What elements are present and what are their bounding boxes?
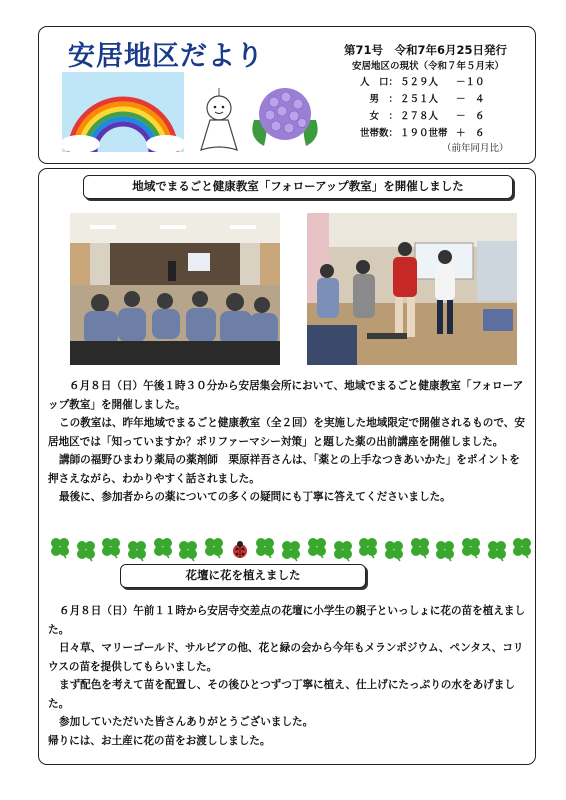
- clover-icon: [48, 535, 72, 559]
- article2-paragraph: 帰りには、お土産に花の苗をお渡ししました。: [48, 734, 271, 747]
- population-label: 人 口：: [359, 77, 398, 88]
- clover-icon: [510, 535, 534, 559]
- clover-divider: [48, 535, 536, 561]
- clover-icon: [382, 538, 406, 562]
- meeting-hall-photo: [70, 213, 280, 365]
- rainbow-icon: [62, 72, 184, 152]
- clover-icon: [125, 538, 149, 562]
- hydrangea-icon: [246, 80, 324, 152]
- comparison-note: （前年同月比）: [442, 143, 509, 154]
- article2-paragraph: まず配色を考えて苗を配置し、その後ひとつずつ丁寧に植え、仕上げにたっぷりの水をあげました。: [48, 679, 515, 710]
- clover-icon: [305, 535, 329, 559]
- newsletter-title: 安居地区だより: [68, 41, 264, 72]
- article1-paragraph: ６月８日（日）午後１時３０分から安居集会所において、地域でまるごと健康教室「フォローアップ教室」を開催しました。: [48, 380, 524, 411]
- clover-icon: [433, 538, 457, 562]
- clover-icon: [459, 535, 483, 559]
- article1-paragraph: 講師の福野ひまわり薬局の薬剤師 栗原祥吾さんは、「薬との上手なつきあいかた」をポイントを押さえながら、わかりやすく話されました。: [48, 454, 520, 485]
- article1-heading: 地域でまるごと健康教室「フォローアップ教室」を開催しました: [83, 175, 513, 199]
- article1-paragraph: この教室は、昨年地域でまるごと健康教室（全２回）を実施した地域限定で開催されるもので、安居地区では「知っていますか？ポリファーマシー対策」と題した薬の出前講座を開催しました。: [48, 417, 525, 448]
- article2-paragraph: 参加していただいた皆さんありがとうございました。: [59, 716, 314, 728]
- population-value: ５２９人: [400, 77, 439, 88]
- clover-icon: [151, 535, 175, 559]
- households-value: １９０世帯: [400, 128, 448, 139]
- population-heading: 安居地区の現状（令和７年５月末）: [352, 61, 505, 72]
- article1-body: [48, 377, 526, 507]
- article2-paragraph: 日々草、マリーゴールド、サルビアの他、花と緑の会から今年もメランポジウム、ペンタス、コリウスの苗を提供してもらいました。: [48, 642, 524, 673]
- issue-line: 第71号 令和7年6月25日発行: [344, 43, 508, 57]
- male-label: 男 ：: [369, 94, 398, 105]
- male-change: － ４: [456, 94, 485, 105]
- clover-icon: [74, 538, 98, 562]
- article1-paragraph: 最後に、参加者からの薬についての多くの疑問にも丁寧に答えてくださいました。: [59, 491, 451, 503]
- exercise-session-photo: [307, 213, 517, 365]
- clover-icon: [485, 538, 509, 562]
- population-change: －１０: [456, 77, 485, 88]
- teru-teru-bozu-icon: [196, 88, 242, 154]
- female-change: － ６: [456, 111, 485, 122]
- clover-icon: [331, 538, 355, 562]
- clover-icon: [176, 538, 200, 562]
- female-value: ２７８人: [400, 111, 439, 122]
- article2-paragraph: ６月８日（日）午前１１時から安居寺交差点の花壇に小学生の親子といっしょに花の苗を植えました。: [48, 605, 526, 636]
- article2-body: [48, 602, 528, 750]
- clover-icon: [356, 535, 380, 559]
- ladybug-icon: [228, 538, 252, 562]
- male-value: ２５１人: [400, 94, 439, 105]
- clover-icon: [253, 535, 277, 559]
- clover-icon: [202, 535, 226, 559]
- article2-heading: 花壇に花を植えました: [120, 564, 366, 588]
- households-change: ＋ ６: [456, 128, 485, 139]
- clover-icon: [99, 535, 123, 559]
- households-label: 世帯数：: [359, 128, 398, 139]
- female-label: 女 ：: [369, 111, 398, 122]
- clover-icon: [279, 538, 303, 562]
- clover-icon: [408, 535, 432, 559]
